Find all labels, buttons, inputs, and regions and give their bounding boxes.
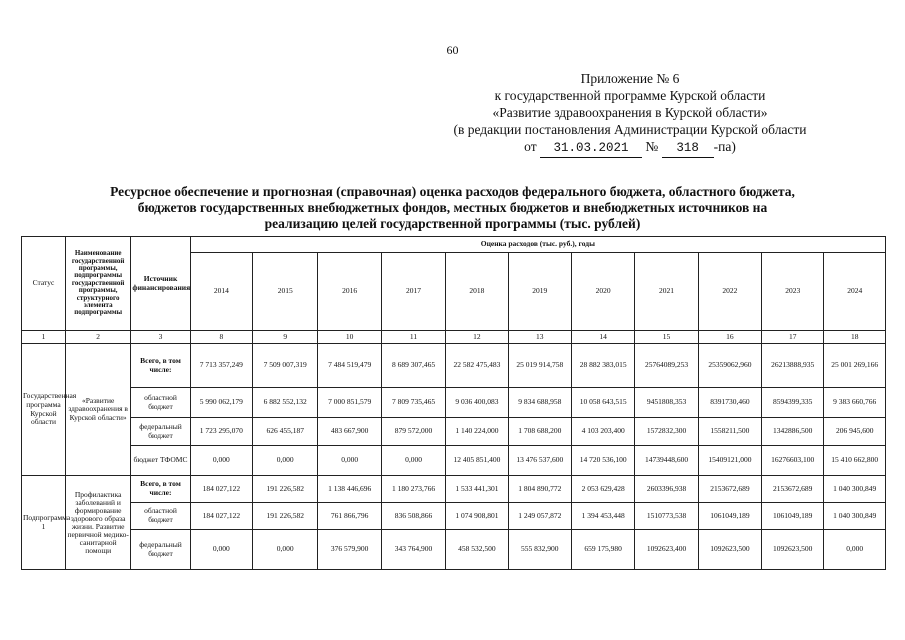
value-cell: 1 180 273,766	[381, 476, 445, 503]
value-cell: 7 713 357,249	[190, 344, 252, 388]
value-cell: 1 249 057,872	[508, 503, 571, 530]
value-cell: 191 226,582	[253, 476, 318, 503]
resource-table	[21, 236, 886, 570]
number-label: №	[645, 139, 659, 154]
value-cell: 25359062,960	[698, 344, 761, 388]
table-row	[22, 418, 886, 446]
year-header: 2014	[190, 253, 252, 331]
year-header: 2019	[508, 253, 571, 331]
value-cell: 376 579,900	[318, 530, 381, 570]
subprogram-name: Профилактика заболеваний и формирование здорового образа жизни. Развитие первичной медико-санитарной помощи	[65, 476, 130, 570]
value-cell: 184 027,122	[190, 476, 252, 503]
value-cell: 15 410 662,800	[824, 446, 886, 476]
value-cell: 0,000	[190, 446, 252, 476]
funding-source: бюджет ТФОМС	[131, 446, 190, 476]
value-cell: 1 138 446,696	[318, 476, 381, 503]
column-number-row	[22, 331, 886, 344]
value-cell: 1 394 453,448	[571, 503, 634, 530]
value-cell: 14 720 536,100	[571, 446, 634, 476]
column-number: 3	[131, 331, 190, 344]
value-cell: 1092623,500	[762, 530, 824, 570]
value-cell: 343 764,900	[381, 530, 445, 570]
value-cell: 2603396,938	[635, 476, 698, 503]
value-cell: 1558211,500	[698, 418, 761, 446]
value-cell: 8594399,335	[762, 388, 824, 418]
value-cell: 7 509 007,319	[253, 344, 318, 388]
value-cell: 5 990 062,179	[190, 388, 252, 418]
funding-source: областной бюджет	[131, 503, 190, 530]
value-cell: 9 834 688,958	[508, 388, 571, 418]
value-cell: 659 175,980	[571, 530, 634, 570]
table-row	[22, 388, 886, 418]
year-header: 2015	[253, 253, 318, 331]
column-number: 17	[762, 331, 824, 344]
program-name: «Развитие здравоохранения в Курской области»	[65, 344, 130, 476]
value-cell: 1572832,300	[635, 418, 698, 446]
value-cell: 8 689 307,465	[381, 344, 445, 388]
value-cell: 7 484 519,479	[318, 344, 381, 388]
value-cell: 13 476 537,600	[508, 446, 571, 476]
value-cell: 2 053 629,428	[571, 476, 634, 503]
value-cell: 1342886,500	[762, 418, 824, 446]
column-number: 14	[571, 331, 634, 344]
value-cell: 1 723 295,070	[190, 418, 252, 446]
header-row-1	[22, 237, 886, 253]
decree-suffix: -па)	[713, 139, 736, 154]
value-cell: 1510773,538	[635, 503, 698, 530]
value-cell: 14739448,600	[635, 446, 698, 476]
value-cell: 184 027,122	[190, 503, 252, 530]
appendix-line5	[420, 138, 840, 158]
program-status: Государственная программа Курской области	[22, 344, 66, 476]
value-cell: 191 226,582	[253, 503, 318, 530]
column-number: 11	[381, 331, 445, 344]
year-header: 2017	[381, 253, 445, 331]
table-row	[22, 344, 886, 388]
value-cell: 458 532,500	[446, 530, 508, 570]
value-cell: 0,000	[253, 446, 318, 476]
column-number: 18	[824, 331, 886, 344]
from-label: от	[524, 139, 537, 154]
value-cell: 1092623,500	[698, 530, 761, 570]
value-cell: 9 036 400,083	[446, 388, 508, 418]
value-cell: 1 708 688,200	[508, 418, 571, 446]
value-cell: 1061049,189	[698, 503, 761, 530]
value-cell: 10 058 643,515	[571, 388, 634, 418]
value-cell: 8391730,460	[698, 388, 761, 418]
value-cell: 4 103 203,400	[571, 418, 634, 446]
value-cell: 1092623,400	[635, 530, 698, 570]
column-number: 8	[190, 331, 252, 344]
value-cell: 626 455,187	[253, 418, 318, 446]
value-cell: 6 882 552,132	[253, 388, 318, 418]
value-cell: 1 040 300,849	[824, 503, 886, 530]
value-cell: 0,000	[824, 530, 886, 570]
value-cell: 9 383 660,766	[824, 388, 886, 418]
value-cell: 483 667,900	[318, 418, 381, 446]
value-cell: 7 000 851,579	[318, 388, 381, 418]
value-cell: 16276603,100	[762, 446, 824, 476]
header-name: Наименование государственной программы, подпрограммы государственной программы, структурного элемента подпрограммы	[65, 237, 130, 331]
value-cell: 1 074 908,801	[446, 503, 508, 530]
title-line3: реализацию целей государственной программы (тыс. рублей)	[264, 216, 641, 231]
header-estimate: Оценка расходов (тыс. руб.), годы	[190, 237, 885, 253]
appendix-line4: (в редакции постановления Администрации Курской области	[453, 122, 807, 137]
value-cell: 25764089,253	[635, 344, 698, 388]
value-cell: 25 001 269,166	[824, 344, 886, 388]
decree-number: 318	[662, 140, 714, 158]
value-cell: 0,000	[381, 446, 445, 476]
year-header: 2023	[762, 253, 824, 331]
column-number: 2	[65, 331, 130, 344]
appendix-line3: «Развитие здравоохранения в Курской области»	[492, 105, 768, 120]
table-row	[22, 503, 886, 530]
year-header: 2018	[446, 253, 508, 331]
funding-source: областной бюджет	[131, 388, 190, 418]
value-cell: 0,000	[190, 530, 252, 570]
column-number: 9	[253, 331, 318, 344]
document-title	[0, 184, 905, 232]
value-cell: 0,000	[253, 530, 318, 570]
value-cell: 7 809 735,465	[381, 388, 445, 418]
value-cell: 1 804 890,772	[508, 476, 571, 503]
value-cell: 1061049,189	[762, 503, 824, 530]
header-status: Статус	[22, 237, 66, 331]
table-row	[22, 530, 886, 570]
year-header: 2021	[635, 253, 698, 331]
year-header: 2016	[318, 253, 381, 331]
value-cell: 15409121,000	[698, 446, 761, 476]
value-cell: 9451808,353	[635, 388, 698, 418]
value-cell: 2153672,689	[698, 476, 761, 503]
column-number: 15	[635, 331, 698, 344]
table-row	[22, 476, 886, 503]
value-cell: 2153672,689	[762, 476, 824, 503]
appendix-block	[420, 70, 840, 158]
year-header: 2022	[698, 253, 761, 331]
column-number: 10	[318, 331, 381, 344]
funding-source: Всего, в том числе:	[131, 344, 190, 388]
column-number: 12	[446, 331, 508, 344]
value-cell: 761 866,796	[318, 503, 381, 530]
value-cell: 555 832,900	[508, 530, 571, 570]
page-number: 60	[446, 43, 459, 57]
value-cell: 28 882 383,015	[571, 344, 634, 388]
year-header: 2020	[571, 253, 634, 331]
value-cell: 0,000	[318, 446, 381, 476]
column-number: 1	[22, 331, 66, 344]
value-cell: 26213888,935	[762, 344, 824, 388]
value-cell: 879 572,000	[381, 418, 445, 446]
value-cell: 1 533 441,301	[446, 476, 508, 503]
value-cell: 12 405 851,400	[446, 446, 508, 476]
title-line1: Ресурсное обеспечение и прогнозная (справочная) оценка расходов федерального бюджета, областного бюджета,	[110, 184, 795, 199]
value-cell: 206 945,600	[824, 418, 886, 446]
column-number: 16	[698, 331, 761, 344]
value-cell: 836 508,866	[381, 503, 445, 530]
funding-source: Всего, в том числе:	[131, 476, 190, 503]
header-source: Источник финансирования	[131, 237, 190, 331]
value-cell: 1 140 224,000	[446, 418, 508, 446]
value-cell: 1 040 300,849	[824, 476, 886, 503]
funding-source: федеральный бюджет	[131, 530, 190, 570]
value-cell: 25 019 914,758	[508, 344, 571, 388]
title-line2: бюджетов государственных внебюджетных фондов, местных бюджетов и внебюджетных источников на	[137, 200, 768, 215]
decree-date: 31.03.2021	[540, 140, 642, 158]
appendix-line1: Приложение № 6	[580, 71, 680, 86]
appendix-line2: к государственной программе Курской области	[494, 88, 766, 103]
subprogram-status: Подпрограмма 1	[22, 476, 66, 570]
value-cell: 22 582 475,483	[446, 344, 508, 388]
column-number: 13	[508, 331, 571, 344]
table-row	[22, 446, 886, 476]
funding-source: федеральный бюджет	[131, 418, 190, 446]
year-header: 2024	[824, 253, 886, 331]
